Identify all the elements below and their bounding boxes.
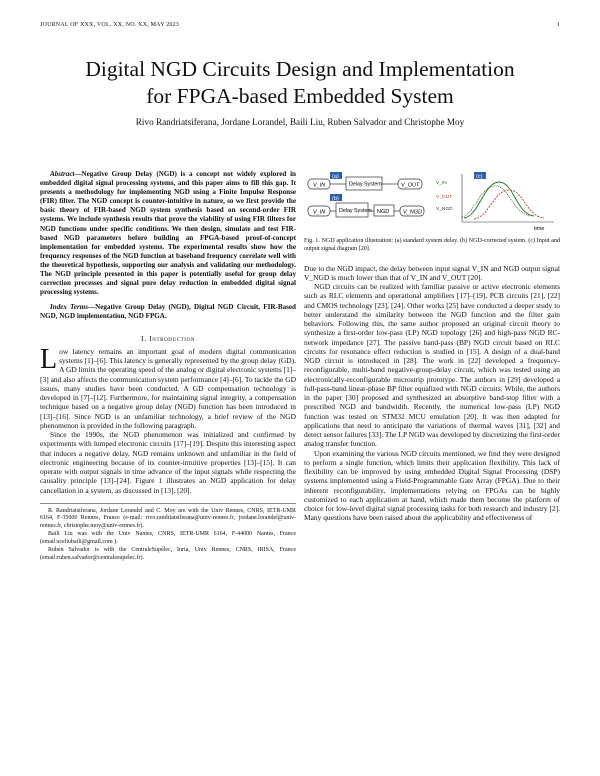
footnote-2: Baili Liu was with the Univ Nantes, CNRS, IETR-UMR 6164, F-44000 Nantes, France (email:sceliubaili@gmail.com ). <box>40 531 296 545</box>
section-heading: I. Introduction <box>141 333 195 343</box>
vin-label-a: V_IN <box>313 182 326 189</box>
intro-paragraph-2: Since the 1990s, the NGD phenomenon was initialized and confirmed by experiments with lumped electronic circuits [17]–[19]. Despite this interesting aspect that induces a negative delay, NGD remains unknown and unfamiliar in the field of electronic engineering because of its counter-intuitive properties [13]–[15]. It can operate with output signals in time advance of the input signals while respecting the causality principle [13]–[24]. Figure 1 illustrates an NGD application for delay cancellation in a system, as discussed in [13], [20]. <box>40 430 296 495</box>
index-terms-label: Index Terms <box>50 303 89 312</box>
label-a: (a) <box>332 174 339 180</box>
vngd-label: V_NGD <box>403 209 422 216</box>
journal-header: JOURNAL OF XXX, VOL. XX, NO. XX, MAY 2023 <box>40 22 179 28</box>
vngd-curve-label: V_NGD <box>436 207 453 212</box>
intro-paragraph-1-text: ow latency remains an important goal of modern digital communication systems [1]–[6]. This latency is generally represented by the group delay (GD). A GD limits the operating speed of the analog or digital electronic systems [1]–[3] and also affects the communication system performance [4]–[6]. To tackle the GD issues, many studies have been conducted. A GD compensation technology is developed in [7]–[12]. Furthermore, for maintaining signal integrity, a compensation technique based on a negative group delay (NGD) function has been introduced in [13]–[16]. Since NGD is an unfamiliar technology, a brief review of the NGD phenomenon is provided in the following paragraph. <box>40 346 296 430</box>
vout-label-a: V_OUT <box>401 182 420 189</box>
footnote-3: Rubén Salvador is with the CentraleSupélec, Inria, Univ Rennes, CNRS, IRISA, France (email:ruben.salvador@centralesupelec.fr). <box>40 547 296 561</box>
label-c: (c) <box>476 174 483 180</box>
abstract-label: Abstract <box>50 170 75 178</box>
paper-title <box>40 56 560 110</box>
label-b: (b) <box>332 196 339 202</box>
right-column <box>304 170 560 523</box>
footnotes <box>40 503 296 563</box>
index-terms-text: —Negative Group Delay (NGD), Digital NGD Circuit, FIR-Based NGD, NGD implementation, NGD FPGA. <box>40 303 296 321</box>
intro-paragraph-1 <box>40 343 296 430</box>
time-label: time <box>534 226 545 232</box>
right-paragraph-0: Due to the NGD impact, the delay between input signal V_IN and NGD output signal V_NGD is much lower than that of V_IN and V_OUT [20]. <box>304 263 560 282</box>
title-line-1: Digital NGD Circuits Design and Implementation <box>85 57 515 81</box>
vout-curve-label: V_OUT <box>436 195 452 200</box>
vin-curve-label: V_IN <box>436 181 447 186</box>
right-paragraph-2: Upon examining the various NGD circuits mentioned, we find they were designed to perform a single function, which limits their application flexibility. This lack of flexibility can be improved by using embedded Digital Signal Processing (DSP) systems implemented using a Field-Programmable Gate Array (FPGA). Due to their inherent reconfigurability, implementations relying on FPGAs can be highly customized to each application at hand, which made them become the platform of choice for low-level digital signal processing tasks for both research and industry [2]. Many questions have been raised about the applicability and effectiveness of <box>304 448 560 523</box>
figure-1-caption: Fig. 1. NGD application illustration: (a) standard system delay. (b) NGD-corrected system. (c) Input and output signal diagram [20]. <box>304 238 560 252</box>
figure-1 <box>304 170 560 234</box>
drop-cap: L <box>40 343 58 375</box>
abstract <box>40 170 296 297</box>
delay-system-label-b: Delay System <box>339 208 372 214</box>
right-paragraph-1: NGD circuits can be realized with familiar passive or active electronic elements such as RLC elements and operational amplifiers [17]–[19], PCB circuits [21], [22] and CMOS technology [23], [24]. Other works [25] have conducted a deeper study to better understand the similarity between the NGD function and the filter gain behaviors. Following this, the same author proposed an original circuit theory to synthesize a first-order low-pass (LP) NGD topology [26] and high-pass NGD RC-network impedance [27]. The passive band-pass (BP) NGD circuit based on RLC circuits for resonance effect reduction is studied in [15]. A design of a dual-band NGD circuit is introduced in [28]. The work in [22] developed a frequency-reconfigurable, multi-band negative-group-delay circuit, which was tested using an electronically-reconfigurable microstrip prototype. The authors in [29] developed a full-pass-band linear-phase BP filter equalized with NGD circuits. While, the authors in the paper [30] proposed and synthesized an absorptive band-stop filter with a prescribed NGD and bandwidth. Recently, the numerical low-pass (LP) NGD function was tested on STM32 MCU emulation [20]. It was then adapted for applications that need to anticipate the variations of thermal waves [31], [32] and detect sensor failures [33]. The LP NGD was developed by discretizing the first-order analog transfer function. <box>304 282 560 449</box>
left-column <box>40 170 296 563</box>
page-number: 1 <box>556 22 560 28</box>
title-line-2: for FPGA-based Embedded System <box>146 84 454 108</box>
figure-1-diagram <box>304 170 560 234</box>
vngd-curve <box>462 186 530 217</box>
abstract-text: —Negative Group Delay (NGD) is a concept not widely explored in embedded digital signal processing systems, and this paper aims to fill this gap. It presents a methodology for implementing NGD using a Finite Impulse Response (FIR) filter. The NGD concept is counter-intuitive in nature, so we first provide the basic theory of FIR-based NGD system synthesis based on second-order FIR systems. We include synthesis results that prove the viability of using FIR filters for NGD functions under specific conditions. We then design, simulate and test FIR-based NGD parameters before building an FPGA-based proof-of-concept implementation for embedded systems. The experimental results show how the frequency responses of the NGD function at baseband frequency correlate well with the theoretical hypothesis, supporting our analysis and validating our methodology. The NGD principle presented in this paper is potentially useful for group delay correction processes and signal pure delay reduction in embedded digital signal processing systems. <box>40 170 296 297</box>
author-list: Rivo Randriatsiferana, Jordane Lorandel, Baili Liu, Ruben Salvador and Christophe Moy <box>135 117 465 127</box>
footnote-1: R. Randriatsiferana, Jordane Lorandel and C. Moy are with the Univ Rennes, CNRS, IETR-UMR 6164, F-35000 Rennes, France (e-mail: rivo.randriatsiferana@univ-rennes.fr, jordane.lorandel@univ-rennes.fr, christophe.moy@univ-rennes.fr). <box>40 507 296 529</box>
index-terms <box>40 303 296 321</box>
delay-system-label: Delay System <box>349 181 382 188</box>
running-header <box>40 22 560 32</box>
vin-label-b: V_IN <box>313 209 326 216</box>
ngd-label: NGD <box>377 209 390 215</box>
